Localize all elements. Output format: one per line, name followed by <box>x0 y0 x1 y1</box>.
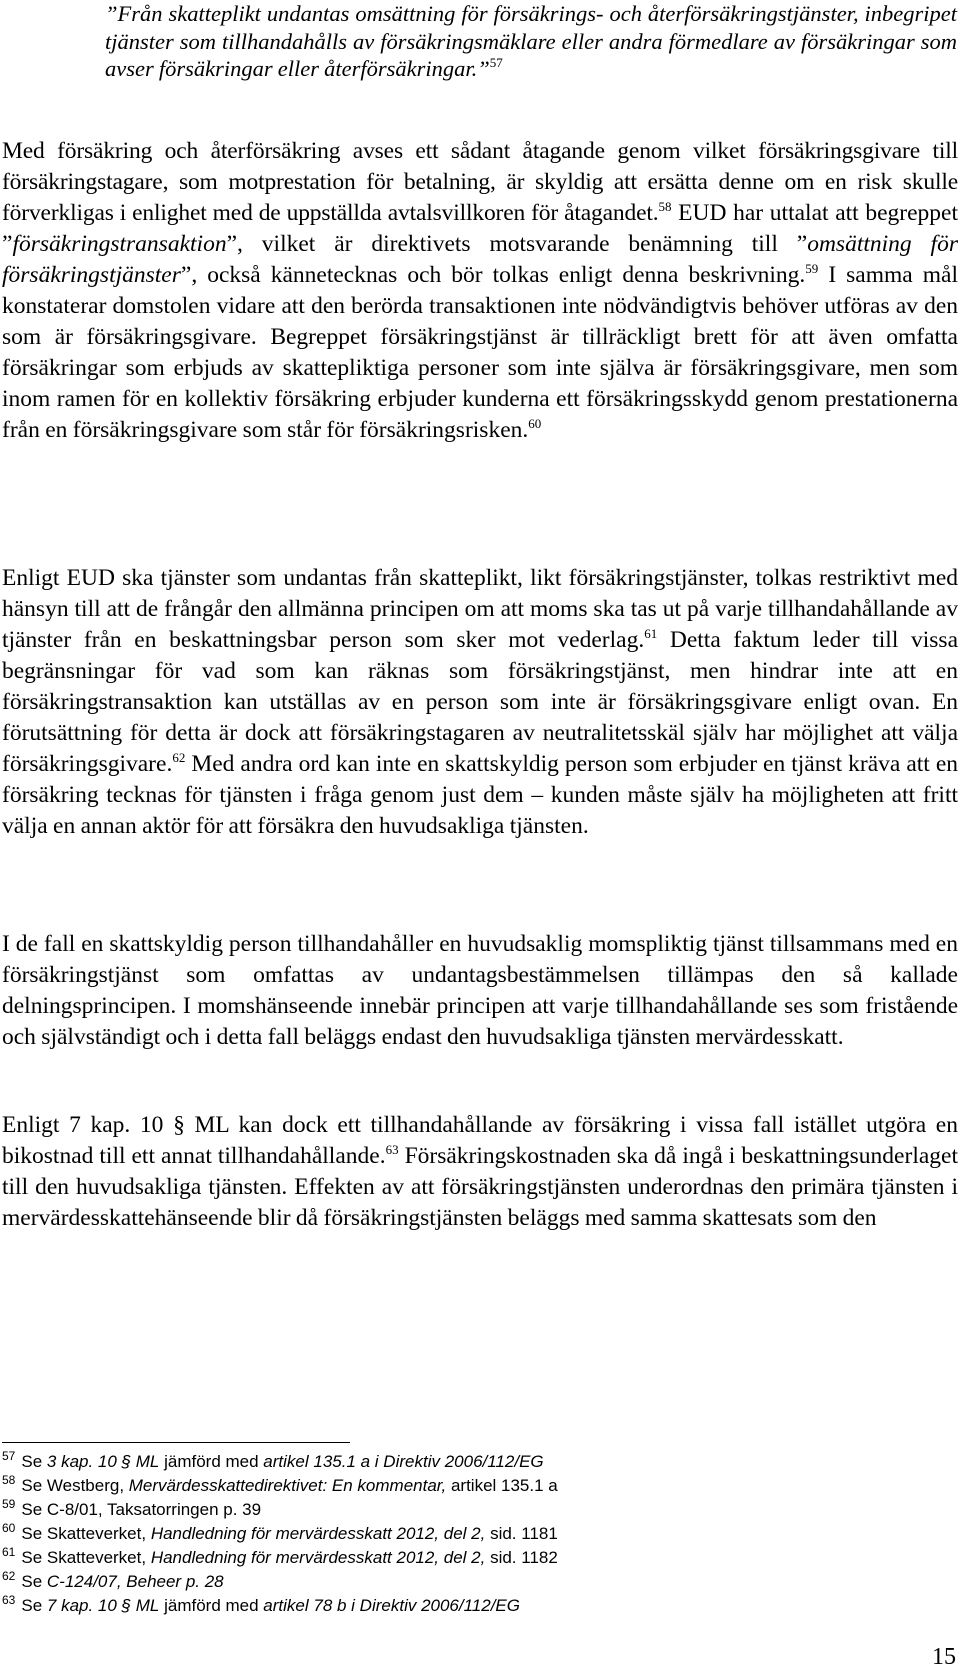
footnotes <box>2 1450 902 1618</box>
footnote-60: $^{60}$ Se Skatteverket, Handledning för mervärdesskatt 2012, del 2, sid. 1181 <box>2 1521 558 1543</box>
footnote-ref-61[interactable]: 61 <box>644 625 658 641</box>
paragraph-1: Med försäkring och återförsäkring avses ett sådant åtagande genom vilket försäkringsgivare till försäkringstagare, som motprestation för betalning, är skyldig att ersätta denne om en risk skulle förverkligas i enlighet med de uppställda avtalsvillkoren för åtagandet.$^{58}$ EUD har uttalat att begreppet ”försäkringstransaktion”, vilket är direktivets motsvarande benämning till ”omsättning för försäkringstjänster”, också kännetecknas och bör tolkas enligt denna beskrivning.$^{59}$ I samma mål konstaterar domstolen vidare att den berörda transaktionen inte nödvändigtvis behöver utföras av den som är försäkringsgivare. Begreppet försäkringstjänst är tillräckligt brett för att även omfatta försäkringar som erbjuds av skattepliktiga personer som inte själva är försäkringsgivare, men som inom ramen för en kollektiv försäkring erbjuder kunderna ett försäkringsskydd genom prestationerna från en försäkringsgivare som står för försäkringsrisken.$^{60}$ <box>2 138 958 443</box>
footnote-ref-57[interactable]: 57 <box>489 54 503 70</box>
footnote-57: $^{57}$ Se 3 kap. 10 § ML jämförd med artikel 135.1 a i Direktiv 2006/112/EG <box>2 1449 544 1471</box>
footnote-ref-63[interactable]: 63 <box>385 1141 399 1157</box>
footnote-62: $^{62}$ Se C-124/07, Beheer p. 28 <box>2 1569 224 1591</box>
term-forsakringstransaktion: försäkringstransaktion <box>12 231 227 257</box>
footnote-63: $^{63}$ Se 7 kap. 10 § ML jämförd med artikel 78 b i Direktiv 2006/112/EG <box>2 1593 520 1615</box>
paragraph-2: Enligt EUD ska tjänster som undantas från skatteplikt, likt försäkringstjänster, tolkas restriktivt med hänsyn till att de frångår den allmänna principen om att moms ska tas ut på varje tillhandahållande av tjänster från en beskattningsbar person som sker mot vederlag.$^{61}$ Detta faktum leder till vissa begränsningar för vad som kan räknas som försäkringstjänst, men hindrar inte att en försäkringstransaktion kan utställas av en person som inte är försäkringsgivare enligt ovan. En förutsättning för detta är dock att försäkringstagaren av neutralitetsskäl själv har möjlighet att välja försäkringsgivare.$^{62}$ Med andra ord kan inte en skattskyldig person som erbjuder en tjänst kräva att en försäkring tecknas för tjänsten i fråga genom just dem – kunden måste själv ha möjligheten att fritt välja en annan aktör för att försäkra den huvudsakliga tjänsten. <box>2 565 958 839</box>
block-quote <box>105 0 957 83</box>
paragraph-4: Enligt 7 kap. 10 § ML kan dock ett tillhandahållande av försäkring i vissa fall istället utgöra en bikostnad till ett annat tillhandahållande.$^{63}$ Försäkringskostnaden ska då ingå i beskattningsunderlaget till den huvudsakliga tjänsten. Effekten av att försäkringstjänsten underordnas den primära tjänsten i mervärdesskattehänseende blir då försäkringstjänsten beläggs med samma skattesats som den <box>2 1112 958 1231</box>
paragraph-3: I de fall en skattskyldig person tillhandahåller en huvudsaklig momspliktig tjänst tillsammans med en försäkringstjänst som omfattas av undantagsbestämmelsen tillämpas den så kallade delningsprincipen. I momshänseende innebär principen att varje tillhandahållande ses som fristående och självständigt och i detta fall beläggs endast den huvudsakliga tjänsten mervärdesskatt. <box>2 931 958 1050</box>
footnote-separator <box>2 1442 350 1443</box>
footnote-61: $^{61}$ Se Skatteverket, Handledning för mervärdesskatt 2012, del 2, sid. 1182 <box>2 1545 558 1567</box>
footnote-ref-62[interactable]: 62 <box>172 749 186 765</box>
term-omsattning: omsättning för försäkringstjänster <box>2 231 958 288</box>
page-number: 15 <box>932 1644 956 1670</box>
quote-text: ”Från skatteplikt undantas omsättning för försäkrings- och återförsäkringstjänster, inbegripet tjänster som tillhandahålls av försäkringsmäklare eller andra förmedlare av försäkringar som avser försäkringar eller återförsäkringar.” <box>105 1 957 81</box>
footnote-ref-59[interactable]: 59 <box>805 260 819 276</box>
footnote-ref-58[interactable]: 58 <box>658 198 672 214</box>
footnote-59: $^{59}$ Se C-8/01, Taksatorringen p. 39 <box>2 1497 262 1519</box>
footnote-58: $^{58}$ Se Westberg, Mervärdesskattedirektivet: En kommentar, artikel 135.1 a <box>2 1473 558 1495</box>
footnote-ref-60[interactable]: 60 <box>528 415 542 431</box>
